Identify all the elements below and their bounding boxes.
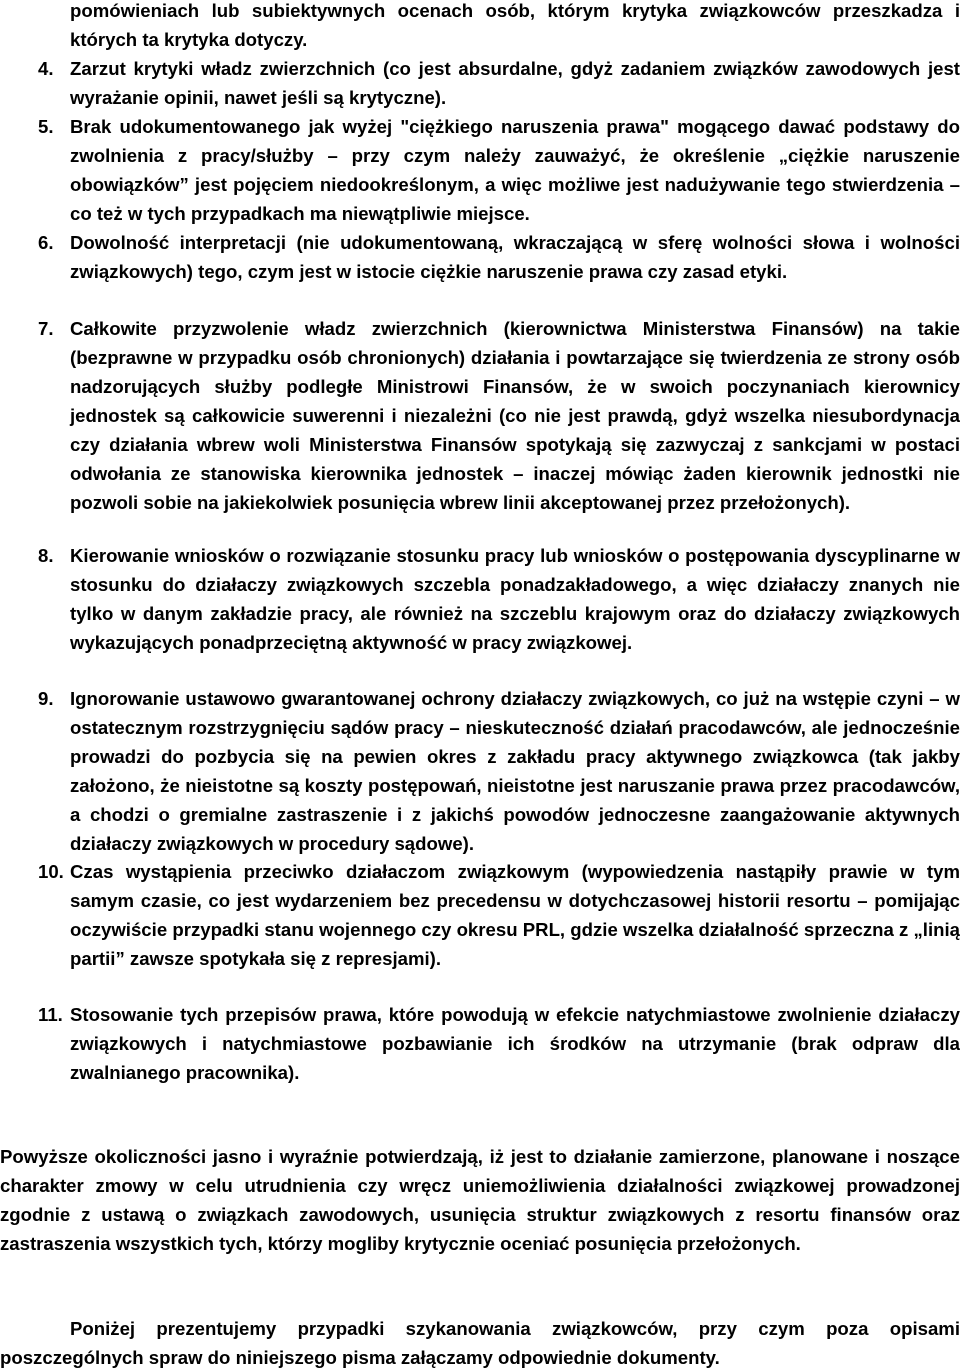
list-item-number: 6.: [38, 232, 54, 253]
list-item-number: 9.: [38, 688, 54, 709]
list-item-number: 8.: [38, 545, 54, 566]
closing-paragraph: Poniżej prezentujemy przypadki szykanowania związkowców, przy czym poza opisami poszczególnych spraw do niniejszego pisma załączamy odpowiednie dokumenty.: [0, 1318, 960, 1368]
list-item-text: Czas wystąpienia przeciwko działaczom związkowym (wypowiedzenia nastąpiły prawie w tym samym czasie, co jest wydarzeniem bez precedensu w dotychczasowej historii resortu – pomijając oczywiście przypadki stanu wojennego czy okresu PRL, gdzie wszelka działalność sprzeczna z „linią partii” zawsze spotykała się z represjami).: [70, 861, 960, 969]
list-item-number: 5.: [38, 116, 54, 137]
list-item-text: Brak udokumentowanego jak wyżej "ciężkiego naruszenia prawa" mogącego dawać podstawy do zwolnienia z pracy/służby – przy czym należy zauważyć, że określenie „ciężkie naruszenie obowiązków” jest pojęciem niedookreślonym, a więc możliwe jest nadużywanie tego stwierdzenia – co też w tych przypadkach ma niewątpliwie miejsce.: [70, 116, 960, 224]
list-item-number: 10.: [38, 861, 64, 882]
list-item-text: Zarzut krytyki władz zwierzchnich (co jest absurdalne, gdyż zadaniem związków zawodowych jest wyrażanie opinii, nawet jeśli są krytyczne).: [70, 58, 960, 108]
conclusion-paragraph: Powyższe okoliczności jasno i wyraźnie potwierdzają, iż jest to działanie zamierzone, planowane i noszące charakter zmowy w celu utrudnienia czy wręcz uniemożliwienia działalności związkowej prowadzonej zgodnie z ustawą o związkach zawodowych, usunięcia struktur związkowych z resortu finansów oraz zastraszenia wszystkich tych, którzy mogliby krytycznie oceniać posunięcia przełożonych.: [0, 1146, 960, 1254]
list-item-text: Kierowanie wniosków o rozwiązanie stosunku pracy lub wniosków o postępowania dyscyplinarne w stosunku do działaczy związkowych szczebla ponadzakładowego, a więc działaczy znanych nie tylko w danym zakładzie pracy, ale również na szczeblu krajowym oraz do działaczy związkowych wykazujących ponadprzeciętną aktywność w pracy związkowej.: [70, 545, 960, 653]
list-item-text: Ignorowanie ustawowo gwarantowanej ochrony działaczy związkowych, co już na wstępie czyni – w ostatecznym rozstrzygnięciu sądów pracy – nieskuteczność działań pracodawców, ale jednocześnie prowadzi do pozbycia się na pewien okres z zakładu pracy aktywnego związkowca (tak jakby założono, że nieistotne są koszty postępowań, nieistotne jest naruszanie prawa przez pracodawców, a chodzi o gremialne zastraszenie i z jakichś powodów jednoczesne zaangażowanie aktywnych działaczy związkowych w procedury sądowe).: [70, 688, 960, 854]
list-item-number: 7.: [38, 318, 54, 339]
list-item-text: Dowolność interpretacji (nie udokumentowaną, wkraczającą w sferę wolności słowa i wolności związkowych) tego, czym jest w istocie ciężkie naruszenie prawa czy zasad etyki.: [70, 232, 960, 282]
list-item-text: pomówieniach lub subiektywnych ocenach osób, którym krytyka związkowców przeszkadza i których ta krytyka dotyczy.: [70, 0, 960, 50]
list-item-number: 11.: [38, 1004, 63, 1025]
list-item-number: 4.: [38, 58, 54, 79]
list-item-text: Stosowanie tych przepisów prawa, które powodują w efekcie natychmiastowe zwolnienie działaczy związkowych i natychmiastowe pozbawianie ich środków na utrzymanie (brak odpraw dla zwalnianego pracownika).: [70, 1004, 960, 1083]
list-item-text: Całkowite przyzwolenie władz zwierzchnich (kierownictwa Ministerstwa Finansów) na takie (bezprawne w przypadku osób chronionych) działania i powtarzające się twierdzenia ze strony osób nadzorujących służby podległe Ministrowi Finansów, że w swoich poczynaniach kierownicy jednostek są całkowicie suwerenni i niezależni (co nie jest prawdą, gdyż wszelka niesubordynacja czy działania wbrew woli Ministerstwa Finansów spotykają się zazwyczaj z sankcjami w postaci odwołania ze stanowiska kierownika jednostek – inaczej mówiąc żaden kierownik jednostki nie pozwoli sobie na jakiekolwiek posunięcia wbrew linii akceptowanej przez przełożonych).: [70, 318, 960, 513]
